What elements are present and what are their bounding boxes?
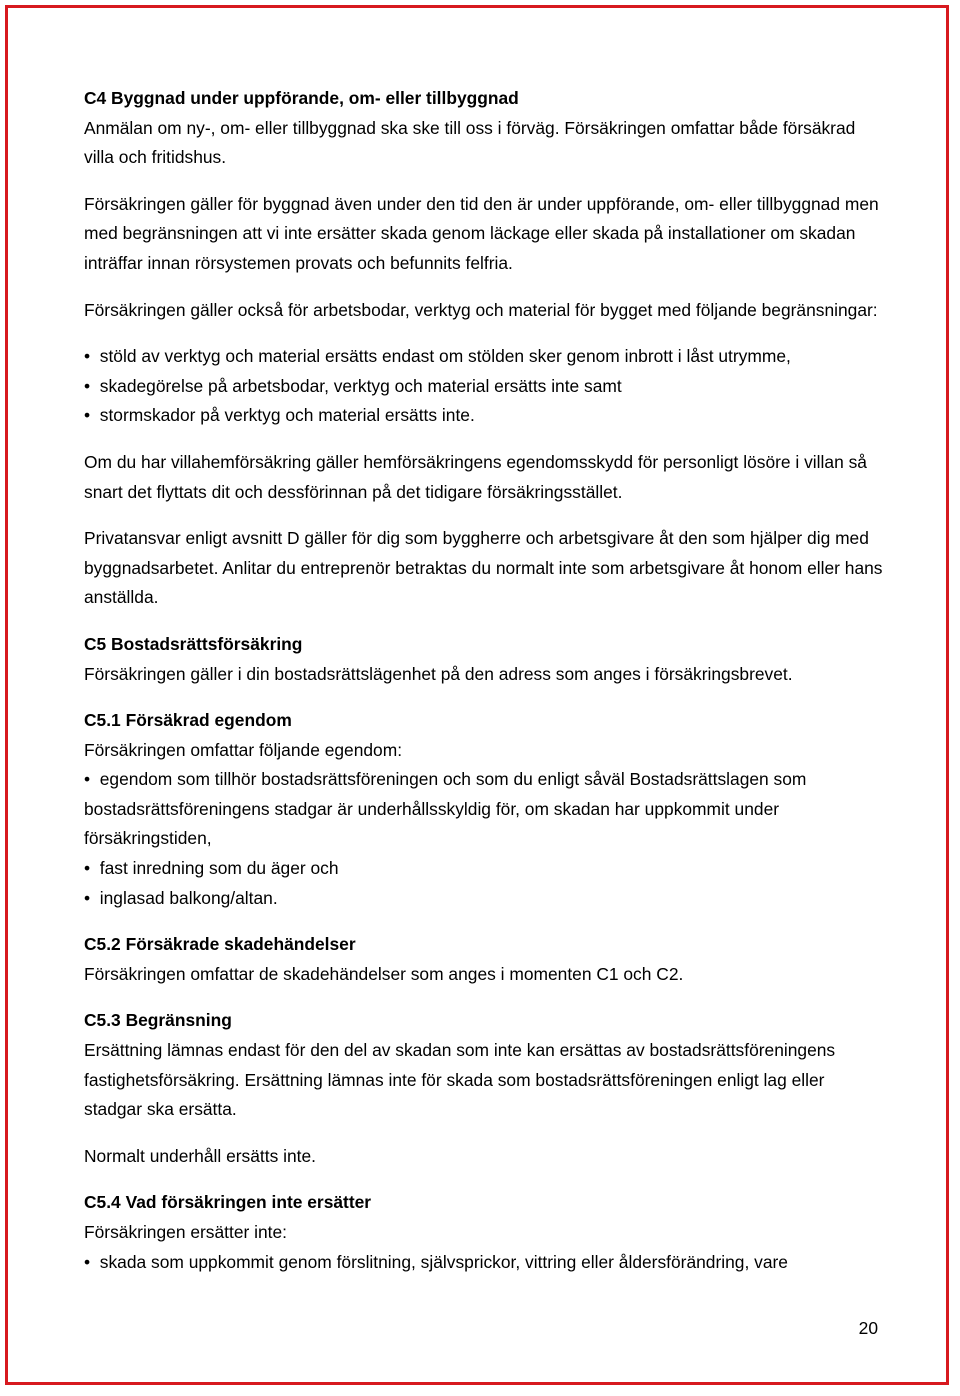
bullet-list [84, 1248, 884, 1278]
document-body [84, 84, 884, 1277]
list-item: • fast inredning som du äger och [84, 854, 884, 884]
paragraph: Ersättning lämnas endast för den del av skadan som inte kan ersättas av bostadsrättsföreningens fastighetsförsäkring. Ersättning lämnas inte för skada som bostadsrättsföreningen enligt lag eller stadgar ska ersätta. [84, 1040, 836, 1120]
bullet-list [84, 342, 884, 431]
paragraph: Om du har villahemförsäkring gäller hemförsäkringens egendomsskydd för personligt lösöre i villan så snart det flyttats dit och dessförinnan på det tidigare försäkringsstället. [84, 451, 867, 502]
section-heading-c5-4: C5.4 Vad försäkringen inte ersätter [84, 1192, 372, 1213]
section-heading-c4: C4 Byggnad under uppförande, om- eller tillbyggnad [84, 88, 519, 108]
paragraph: Försäkringen ersätter inte: [84, 1222, 287, 1242]
list-item: • skada som uppkommit genom förslitning, självsprickor, vittring eller åldersförändring, vare [84, 1248, 884, 1278]
list-item: • egendom som tillhör bostadsrättsföreningen och som du enligt såväl Bostadsrättslagen som bostadsrättsföreningens stadgar är underhållsskyldig för, om skadan har uppkommit under försäkringstiden, [84, 765, 884, 854]
paragraph: Privatansvar enligt avsnitt D gäller för dig som byggherre och arbetsgivare åt den som hjälper dig med byggnadsarbetet. Anlitar du entreprenör betraktas du normalt inte som arbetsgivare åt honom eller hans anställda. [84, 528, 883, 608]
list-item: • stöld av verktyg och material ersätts endast om stölden sker genom inbrott i låst utrymme, [84, 342, 884, 372]
paragraph: Försäkringen omfattar de skadehändelser som anges i momenten C1 och C2. [84, 963, 684, 984]
page-number: 20 [858, 1318, 878, 1338]
paragraph: Försäkringen gäller i din bostadsrättslägenhet på den adress som anges i försäkringsbrevet. [84, 663, 793, 684]
paragraph: Anmälan om ny-, om- eller tillbyggnad ska ske till oss i förväg. Försäkringen omfattar både försäkrad villa och fritidshus. [84, 117, 856, 168]
list-item: • stormskador på verktyg och material ersätts inte. [84, 401, 884, 431]
paragraph: Försäkringen gäller för byggnad även under den tid den är under uppförande, om- eller tillbyggnad men med begränsningen att vi inte ersätter skada genom läckage eller skada på installationer om skadan inträffar innan rörsystemen provats och befunnits felfria. [84, 193, 879, 273]
section-heading-c5: C5 Bostadsrättsförsäkring [84, 633, 303, 654]
section-heading-c5-2: C5.2 Försäkrade skadehändelser [84, 934, 356, 955]
paragraph: Normalt underhåll ersätts inte. [84, 1145, 316, 1166]
paragraph: Försäkringen gäller också för arbetsbodar, verktyg och material för bygget med följande begränsningar: [84, 299, 878, 320]
section-heading-c5-1: C5.1 Försäkrad egendom [84, 710, 292, 731]
list-item: • skadegörelse på arbetsbodar, verktyg och material ersätts inte samt [84, 372, 884, 402]
bullet-list [84, 765, 884, 913]
section-heading-c5-3: C5.3 Begränsning [84, 1010, 232, 1031]
list-item: • inglasad balkong/altan. [84, 884, 884, 914]
paragraph: Försäkringen omfattar följande egendom: [84, 739, 403, 760]
